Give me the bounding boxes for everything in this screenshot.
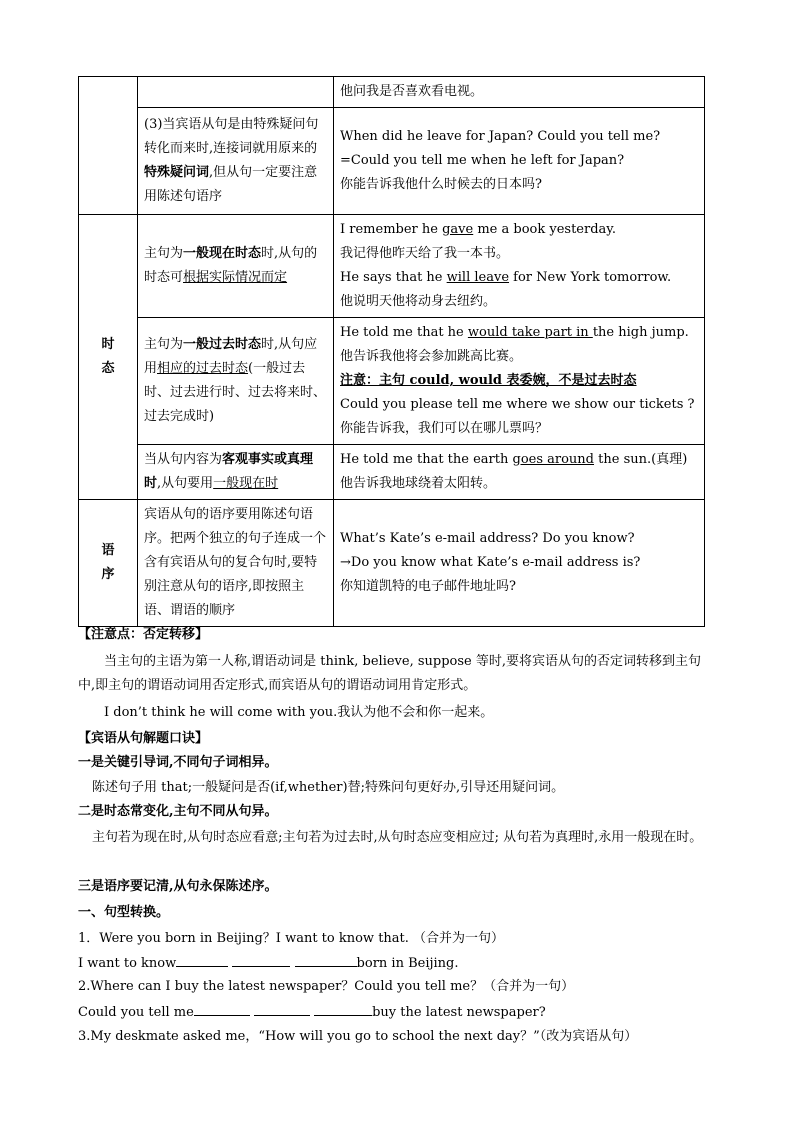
table-row [79, 318, 705, 445]
paragraph: 当主句的主语为第一人称,谓语动词是 think, believe, suppose 等时,要将宾语从句的否定词转移到主句中,即主句的谓语动词用否定形式,而宾语从句的谓语动词用肯定形式。 [78, 654, 702, 693]
question-3: 3.My deskmate asked me，“How will you go to school the next day？”（改为宾语从句） [78, 1029, 638, 1044]
question-1: 1．Were you born in Beijing？I want to know that. （合并为一句） [78, 931, 505, 946]
rule-cell: 主句为一般现在时态时,从句的时态可根据实际情况而定 [138, 215, 334, 318]
category-cell [79, 77, 138, 215]
answer-blank[interactable] [314, 1001, 372, 1016]
rule-heading: 三是语序要记清,从句永保陈述序。 [78, 879, 278, 894]
table-row [79, 215, 705, 318]
paragraph: 主句若为现在时,从句时态应看意;主句若为过去时,从句时态应变相应过; 从句若为真理时,永用一般现在时。 [92, 830, 703, 845]
answer-blank[interactable] [254, 1001, 310, 1016]
table-row [79, 445, 705, 500]
example-cell: He told me that the earth goes around the sun.(真理) 他告诉我地球绕着太阳转。 [334, 445, 705, 500]
example-cell: When did he leave for Japan? Could you tell me? =Could you tell me when he left for Japan? 你能告诉我他什么时候去的日本吗? [334, 108, 705, 215]
example-cell: I remember he gave me a book yesterday. 我记得他昨天给了我一本书。 He says that he will leave for New York tomorrow. 他说明天他将动身去纽约。 [334, 215, 705, 318]
answer-blank[interactable] [232, 952, 290, 967]
rule-cell: 主句为一般过去时态时,从句应用相应的过去时态(一般过去时、过去进行时、过去将来时、过去完成时) [138, 318, 334, 445]
table-row [79, 77, 705, 108]
rule-cell: (3)当宾语从句是由特殊疑问句转化而来时,连接词就用原来的特殊疑问词,但从句一定要注意用陈述句语序 [138, 108, 334, 215]
question-2: 2.Where can I buy the latest newspaper？Could you tell me？（合并为一句） [78, 979, 575, 994]
grammar-table [78, 76, 705, 627]
rule-heading: 一是关键引导词,不同句子词相异。 [78, 755, 278, 770]
answer-blank[interactable] [176, 952, 228, 967]
example-cell: 他问我是否喜欢看电视。 [334, 77, 705, 108]
example-sentence: I don’t think he will come with you.我认为他不会和你一起来。 [104, 705, 494, 720]
exercise-heading: 一、句型转换。 [78, 905, 170, 920]
answer-line-2: Could you tell me buy the latest newspaper? [78, 1001, 718, 1024]
paragraph: 陈述句子用 that;一般疑问是否(if,whether)替;特殊问句更好办,引导还用疑问词。 [92, 780, 565, 795]
answer-blank[interactable] [295, 952, 357, 967]
rule-cell: 宾语从句的语序要用陈述句语序。把两个独立的句子连成一个含有宾语从句的复合句时,要特别注意从句的语序,即按照主语、谓语的顺序 [138, 500, 334, 627]
section-heading: 【注意点：否定转移】 [78, 627, 209, 642]
example-cell: What’s Kate’s e-mail address? Do you know? →Do you know what Kate’s e-mail address is? 你知道凯特的电子邮件地址吗? [334, 500, 705, 627]
answer-line-1: I want to know born in Beijing. [78, 952, 718, 975]
answer-blank[interactable] [194, 1001, 250, 1016]
category-tense: 时 态 [79, 215, 138, 500]
section-heading: 【宾语从句解题口诀】 [78, 731, 209, 746]
table-row [79, 500, 705, 627]
category-order: 语 序 [79, 500, 138, 627]
example-cell: He told me that he would take part in the high jump. 他告诉我他将会参加跳高比赛。 注意：主句 could, would 表委婉，不是过去时态 Could you please tell me where we show our tickets ? 你能告诉我，我们可以在哪儿票吗？ [334, 318, 705, 445]
rule-cell: 当从句内容为客观事实或真理时,从句要用一般现在时 [138, 445, 334, 500]
table-row [79, 108, 705, 215]
rule-cell [138, 77, 334, 108]
rule-heading: 二是时态常变化,主句不同从句异。 [78, 804, 278, 819]
